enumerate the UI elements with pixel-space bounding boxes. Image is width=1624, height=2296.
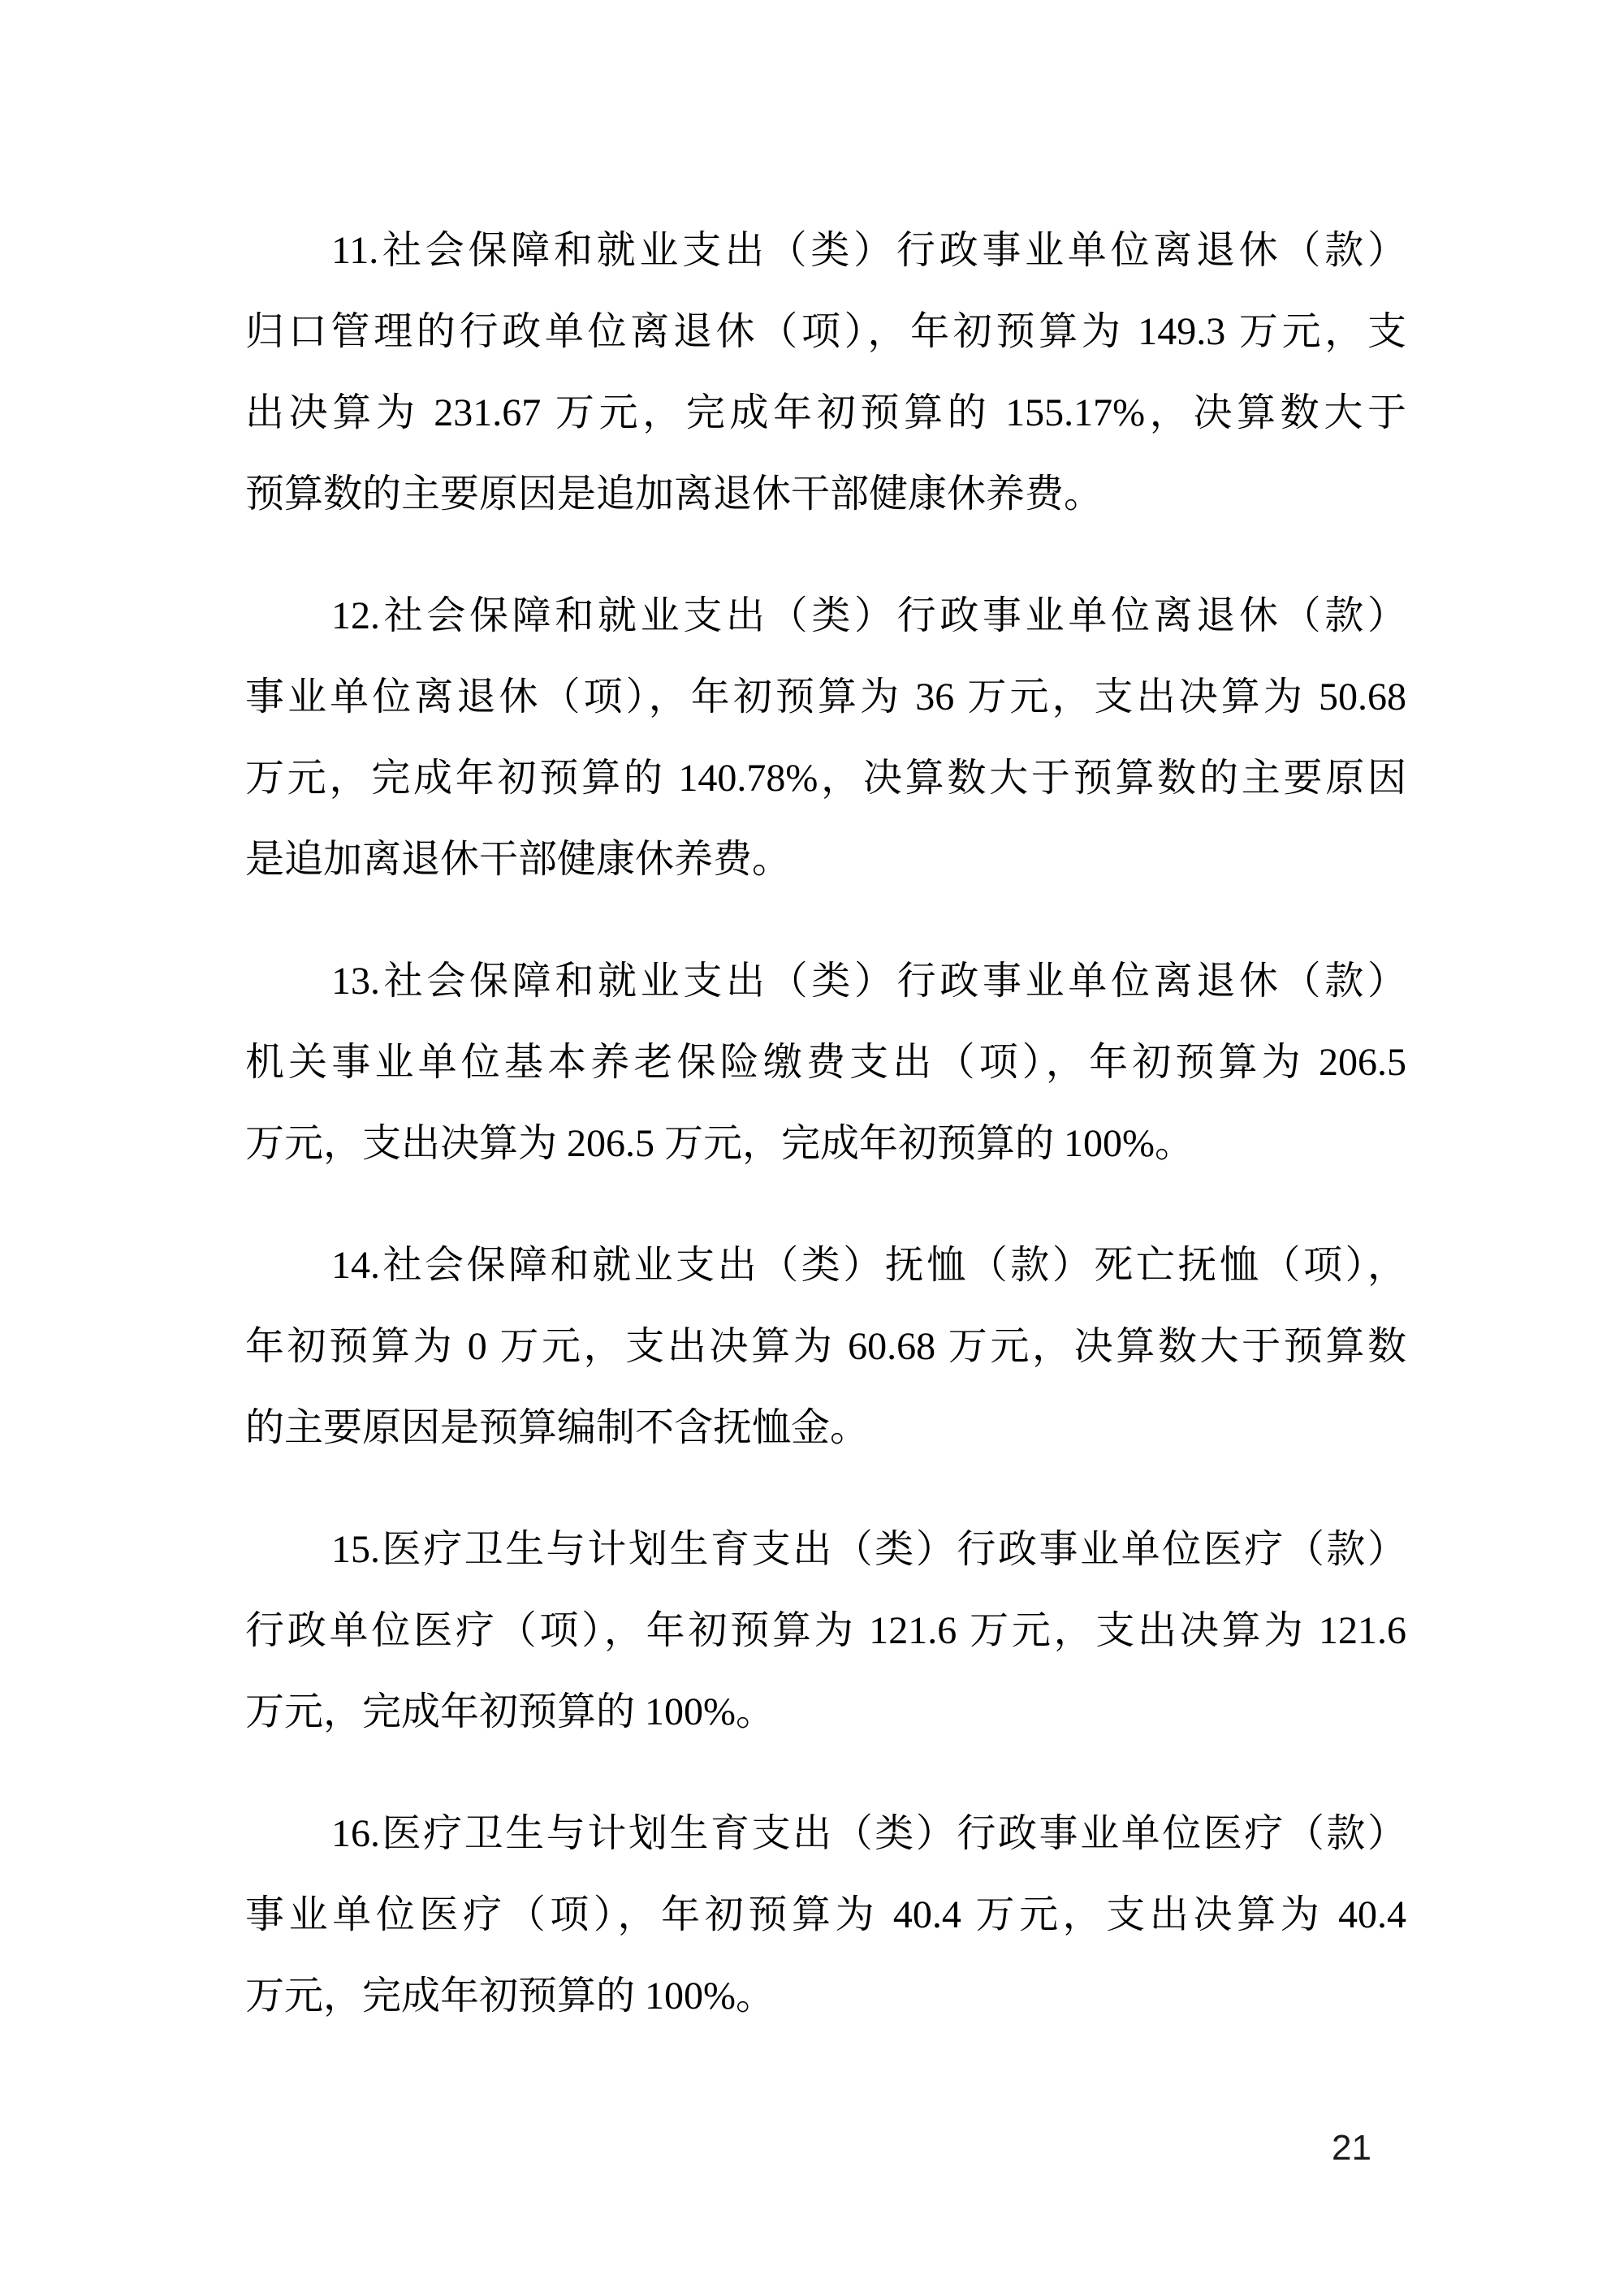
text-line: 万元，完成年初预算的 100%。 [245, 1974, 775, 2018]
text-line: 万元，完成年初预算的 100%。 [245, 1690, 775, 1733]
text-line: 14.社会保障和就业支出（类）抚恤（款）死亡抚恤（项）， [331, 1244, 1406, 1287]
paragraph-item-15 [245, 1509, 1406, 1753]
text-line: 13.社会保障和就业支出（类）行政事业单位离退休（款） [331, 960, 1406, 1003]
paragraph-item-16 [245, 1793, 1406, 2037]
text-line: 机关事业单位基本养老保险缴费支出（项），年初预算为 206.5 [245, 1041, 1406, 1084]
text-line: 归口管理的行政单位离退休（项），年初预算为 149.3 万元，支 [245, 310, 1406, 353]
text-line: 事业单位离退休（项），年初预算为 36 万元，支出决算为 50.68 [245, 675, 1406, 719]
text-line: 出决算为 231.67 万元，完成年初预算的 155.17%，决算数大于 [245, 391, 1406, 434]
text-line: 16.医疗卫生与计划生育支出（类）行政事业单位医疗（款） [331, 1812, 1406, 1855]
document-body-text [245, 210, 1406, 2078]
text-line: 事业单位医疗（项），年初预算为 40.4 万元，支出决算为 40.4 [245, 1893, 1406, 1936]
text-line: 15.医疗卫生与计划生育支出（类）行政事业单位医疗（款） [331, 1528, 1406, 1571]
paragraph-item-14 [245, 1225, 1406, 1469]
paragraph-item-11 [245, 210, 1406, 535]
text-line: 预算数的主要原因是追加离退休干部健康休养费。 [245, 473, 1104, 516]
paragraph-item-13 [245, 941, 1406, 1185]
page-number: 21 [1332, 2128, 1371, 2168]
text-line: 11.社会保障和就业支出（类）行政事业单位离退休（款） [331, 229, 1406, 272]
text-line: 12.社会保障和就业支出（类）行政事业单位离退休（款） [331, 594, 1406, 637]
paragraph-item-12 [245, 576, 1406, 900]
text-line: 是追加离退休干部健康休养费。 [245, 838, 792, 881]
text-line: 万元，完成年初预算的 140.78%，决算数大于预算数的主要原因 [245, 757, 1406, 800]
text-line: 万元，支出决算为 206.5 万元，完成年初预算的 100%。 [245, 1122, 1194, 1165]
text-line: 的主要原因是预算编制不含抚恤金。 [245, 1406, 870, 1449]
text-line: 行政单位医疗（项），年初预算为 121.6 万元，支出决算为 121.6 [245, 1609, 1406, 1652]
text-line: 年初预算为 0 万元，支出决算为 60.68 万元，决算数大于预算数 [245, 1325, 1406, 1368]
